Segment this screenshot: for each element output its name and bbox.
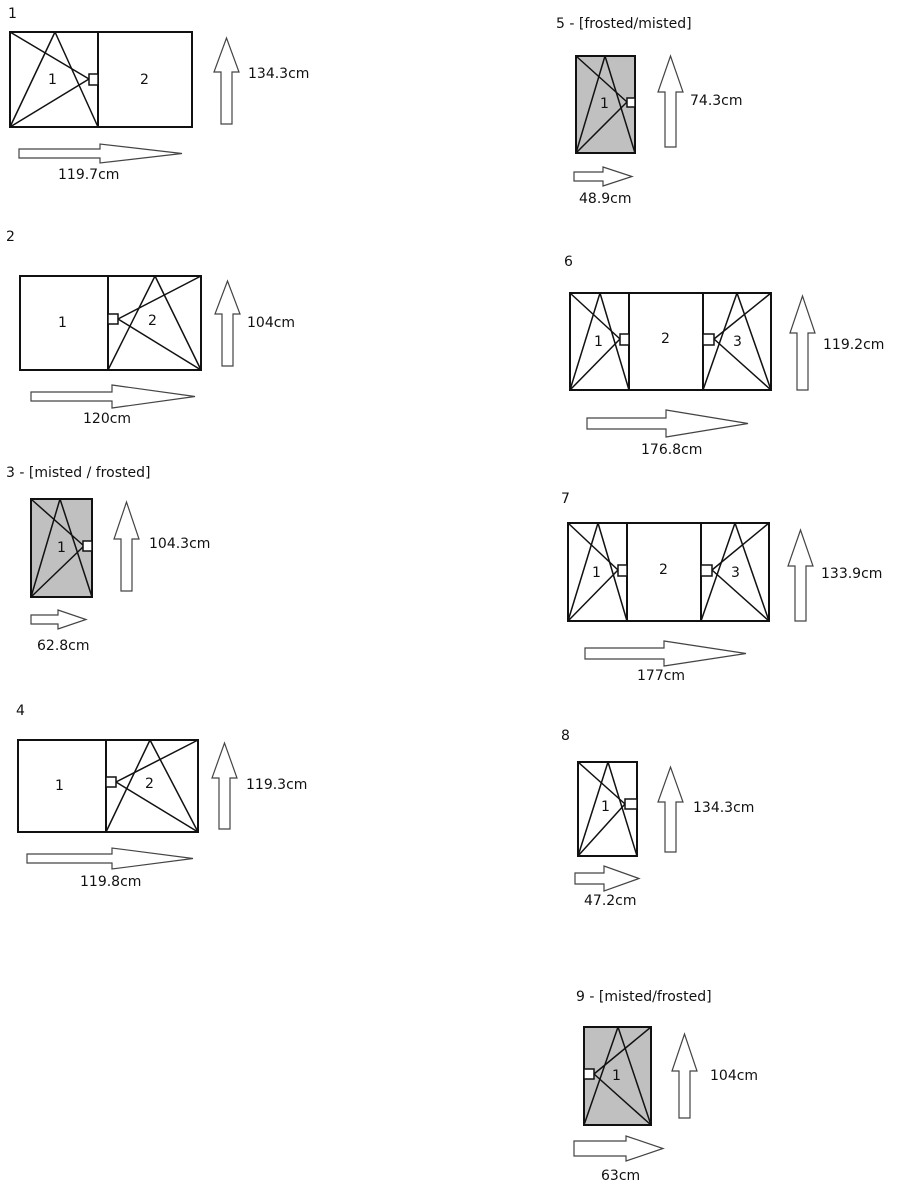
window-2-pane-1-number: 1 — [58, 315, 67, 331]
window-5-height-arrow — [658, 56, 683, 147]
window-1-pane-1-number: 1 — [48, 72, 57, 88]
window-6-height-arrow — [790, 296, 815, 390]
window-8-width-arrow — [575, 866, 639, 891]
window-9-width-arrow — [574, 1136, 663, 1161]
window-8-label: 8 — [561, 728, 570, 744]
window-7-pane-1-number: 1 — [592, 565, 601, 581]
window-5-height: 74.3cm — [690, 93, 743, 109]
window-8-height-arrow — [658, 767, 683, 852]
window-6-width: 176.8cm — [641, 442, 703, 458]
window-2-height: 104cm — [247, 315, 296, 331]
window-6-width-arrow — [587, 410, 748, 437]
window-7-pane-2-number: 2 — [659, 562, 668, 578]
window-1-label: 1 — [8, 6, 17, 22]
window-1-pane-2-number: 2 — [140, 72, 149, 88]
window-2-pane-2-number: 2 — [148, 313, 157, 329]
window-3-width-arrow — [31, 610, 86, 629]
window-6-pane-2-number: 2 — [661, 331, 670, 347]
window-7-height-arrow — [788, 530, 813, 621]
window-7-label: 7 — [561, 491, 570, 507]
window-1-width-arrow — [19, 144, 182, 163]
window-5-width-arrow — [574, 167, 632, 186]
window-2-width-arrow — [31, 385, 195, 408]
window-8-width: 47.2cm — [584, 893, 637, 909]
window-6-pane-1-number: 1 — [594, 334, 603, 350]
window-9-pane-1-number: 1 — [612, 1068, 621, 1084]
window-5-label: 5 - [frosted/misted] — [556, 16, 692, 32]
window-4-label: 4 — [16, 703, 25, 719]
window-6-height: 119.2cm — [823, 337, 885, 353]
window-1-height-arrow — [214, 38, 239, 124]
window-4-width-arrow — [27, 848, 193, 869]
window-1-height: 134.3cm — [248, 66, 310, 82]
window-4-pane-2-number: 2 — [145, 776, 154, 792]
window-7-pane-3-number: 3 — [731, 565, 740, 581]
window-2-width: 120cm — [83, 411, 132, 427]
window-8-height: 134.3cm — [693, 800, 755, 816]
window-1-width: 119.7cm — [58, 167, 120, 183]
window-2-label: 2 — [6, 229, 15, 245]
window-4-height-arrow — [212, 743, 237, 829]
window-2-height-arrow — [215, 281, 240, 366]
window-3-pane-1-number: 1 — [57, 540, 66, 556]
window-3-height-arrow — [114, 502, 139, 591]
window-7-width-arrow — [585, 641, 746, 666]
window-7-width: 177cm — [637, 668, 686, 684]
window-7-height: 133.9cm — [821, 566, 883, 582]
window-9-height: 104cm — [710, 1068, 759, 1084]
window-9-height-arrow — [672, 1034, 697, 1118]
window-4-pane-1-number: 1 — [55, 778, 64, 794]
window-9-label: 9 - [misted/frosted] — [576, 989, 712, 1005]
window-5-pane-1-number: 1 — [600, 96, 609, 112]
window-5-width: 48.9cm — [579, 191, 632, 207]
window-6-label: 6 — [564, 254, 573, 270]
window-3-label: 3 - [misted / frosted] — [6, 465, 151, 481]
window-9-width: 63cm — [601, 1168, 641, 1184]
window-4-width: 119.8cm — [80, 874, 142, 890]
window-8-pane-1-number: 1 — [601, 799, 610, 815]
window-3-height: 104.3cm — [149, 536, 211, 552]
window-6-pane-3-number: 3 — [733, 334, 742, 350]
window-3-width: 62.8cm — [37, 638, 90, 654]
window-4-height: 119.3cm — [246, 777, 308, 793]
